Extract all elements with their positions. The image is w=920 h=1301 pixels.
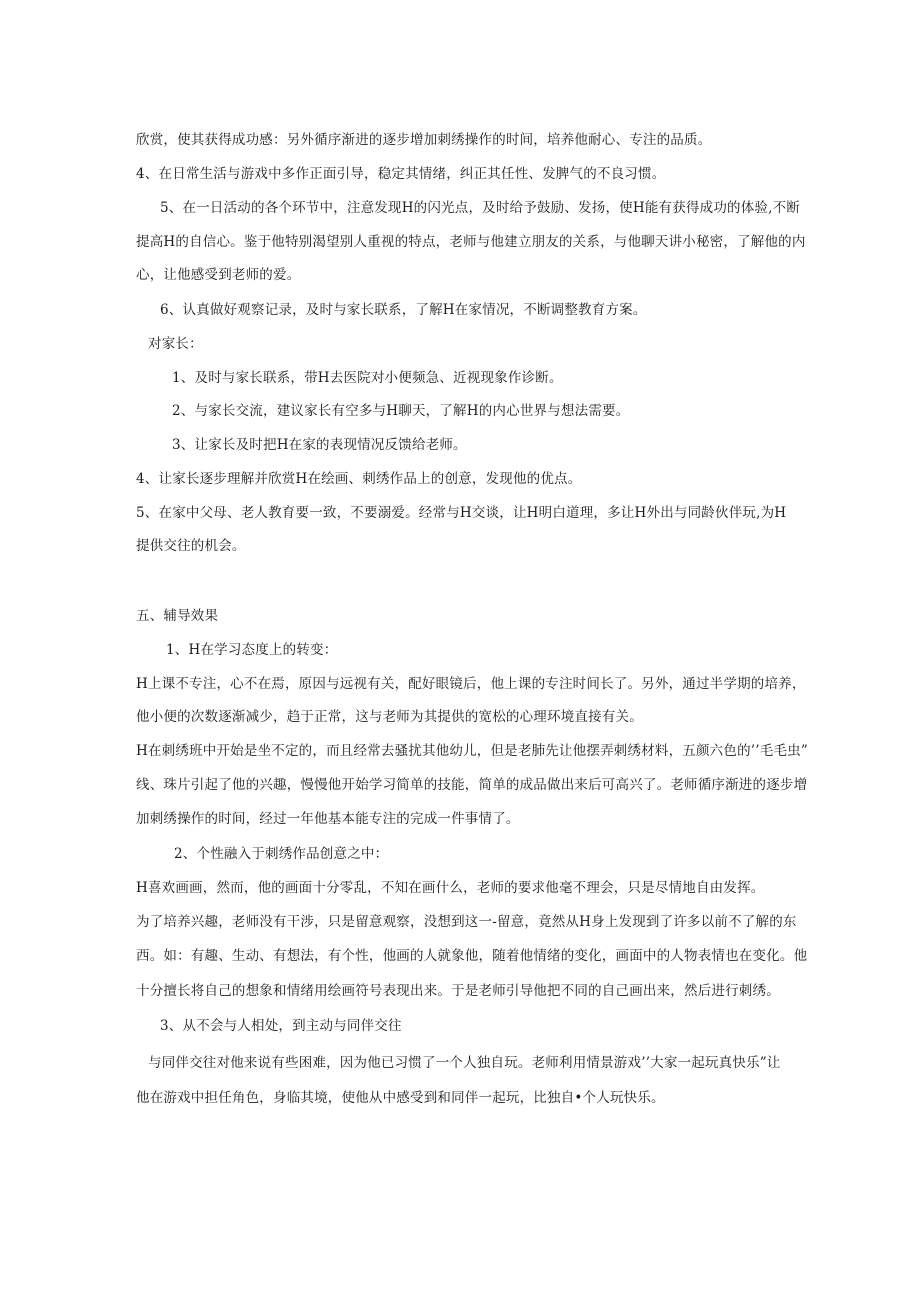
paragraph-line: H喜欢画画，然而，他的画面十分零乱，不知在画什么，老师的要求他毫不理会，只是尽情地自由发挥。 xyxy=(136,880,765,896)
section-heading: 五、辅导效果 xyxy=(136,608,219,624)
paragraph-line: H上课不专注，心不在焉，原因与远视有关，配好眼镜后，他上课的专注时间长了。另外，通过半学期的培养， xyxy=(136,676,806,692)
list-item: 4、让家长逐步理解并欣赏H在绘画、刺绣作品上的创意，发现他的优点。 xyxy=(136,471,582,487)
paragraph-line: 他在游戏中担任角色，身临其境，使他从中感受到和同伴一起玩，比独自•个人玩快乐。 xyxy=(136,1090,665,1106)
subsection-heading: 1、H在学习态度上的转变： xyxy=(166,642,338,658)
list-item: 1、及时与家长联系，带H去医院对小便频急、近视现象作诊断。 xyxy=(172,370,563,386)
list-item: 5、在家中父母、老人教育要一致，不要溺爱。经常与H交谈，让H明白道理，多让H外出与同龄伙伴玩,为H xyxy=(136,505,787,521)
list-item: 3、让家长及时把H在家的表现情况反馈给老师。 xyxy=(172,437,467,453)
paragraph-line: 心，让他感受到老师的爱。 xyxy=(136,267,301,283)
subsection-heading: 2、个性融入于刺绣作品创意之中： xyxy=(174,846,389,862)
paragraph-line: 提供交往的机会。 xyxy=(136,538,246,554)
paragraph-line: 与同伴交往对他来说有些困难，因为他已习惯了一个人独自玩。老师利用情景游戏’’大家一起玩真快乐”让 xyxy=(148,1055,781,1071)
subsection-heading: 3、从不会与人相处，到主动与同伴交往 xyxy=(160,1018,402,1034)
paragraph-line: 西。如：有趣、生动、有想法，有个性，他画的人就象他，随着他情绪的变化，画面中的人物表情也在变化。他 xyxy=(136,948,808,964)
paragraph-line: 4、在日常生活与游戏中多作正面引导，稳定其情绪，纠正其任性、发脾气的不良习惯。 xyxy=(136,166,666,182)
paragraph-line: 欣赏，使其获得成功感：另外循序渐进的逐步增加刺绣操作的时间，培养他耐心、专注的品质。 xyxy=(136,132,712,148)
paragraph-line: 十分擅长将自己的想象和情绪用绘画符号表现出来。于是老师引导他把不同的自己画出来，然后进行刺绣。 xyxy=(136,983,780,999)
paragraph-line: 6、认真做好观察记录，及时与家长联系，了解H在家情况，不断调整教育方案。 xyxy=(160,302,647,318)
section-heading: 对家长： xyxy=(148,336,203,352)
paragraph-line: 加刺绣操作的时间，经过一年他基本能专注的完成一件事情了。 xyxy=(136,811,520,827)
paragraph-line: H在刺绣班中开始是坐不定的，而且经常去骚扰其他幼儿，但是老肺先让他摆弄刺绣材料，五颜六色的’’毛毛虫” xyxy=(136,743,808,759)
paragraph-line: 线、珠片引起了他的兴趣，慢慢他开始学习简单的技能，简单的成品做出来后可高兴了。老师循序渐进的逐步增 xyxy=(136,777,808,793)
list-item: 2、与家长交流，建议家长有空多与H聊天，了解H的内心世界与想法需要。 xyxy=(172,403,630,419)
paragraph-line: 5、在一日活动的各个环节中，注意发现H的闪光点，及时给予鼓励、发扬，使H能有获得成功的体验,不断 xyxy=(160,200,801,216)
paragraph-line: 提高H的自信心。鉴于他特别渴望别人重视的特点，老师与他建立朋友的关系，与他聊天讲小秘密，了解他的内 xyxy=(136,234,806,250)
paragraph-line: 为了培养兴趣，老师没有干涉，只是留意观察，没想到这一-留意，竟然从H身上发现到了许多以前不了解的东 xyxy=(136,914,797,930)
paragraph-line: 他小便的次数逐渐减少，趋于正常，这与老师为其提供的宽松的心理环境直接有关。 xyxy=(136,709,643,725)
